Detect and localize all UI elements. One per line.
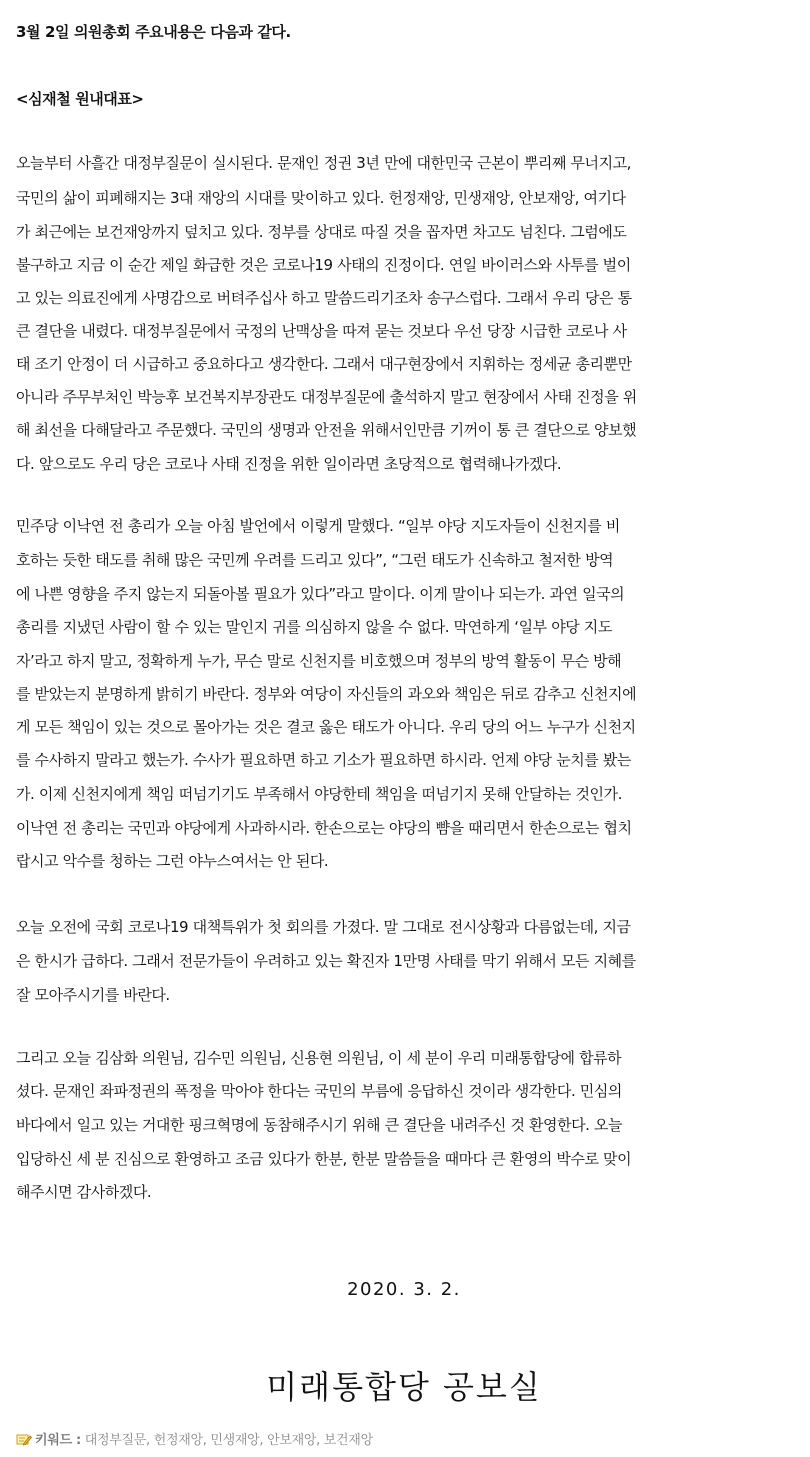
paragraph-line: 해주시면 감사하겠다. [16,1183,152,1201]
speaker-label: <심재철 원내대표> [16,90,144,108]
paragraph-line: 가. 이제 신천지에게 책임 떠넘기기도 부족해서 야당한테 책임을 떠넘기지 못해 안달하는 것인가. [16,785,622,803]
paragraph-line: 은 한시가 급하다. 그래서 전문가들이 우려하고 있는 확진자 1만명 사태를 막기 위해서 모든 지혜를 [16,952,636,970]
paragraph-line: 랍시고 악수를 청하는 그런 야누스여서는 안 된다. [16,852,329,870]
issuing-office: 미래통합당 공보실 [266,1368,542,1406]
release-date: 2020. 3. 2. [347,1279,461,1300]
paragraph-line: 다. 앞으로도 우리 당은 코로나 사태 진정을 위한 일이라면 초당적으로 협력해나가겠다. [16,455,562,473]
paragraph-line: 를 받았는지 분명하게 밝히기 바란다. 정부와 여당이 자신들의 과오와 책임은 뒤로 감추고 신천지에 [16,685,637,703]
paragraph-line: 해 최선을 다해달라고 주문했다. 국민의 생명과 안전을 위해서인만큼 기꺼이 통 큰 결단으로 양보했 [16,421,637,439]
paragraph-line: 오늘부터 사흘간 대정부질문이 실시된다. 문재인 정권 3년 만에 대한민국 근본이 뿌리째 무너지고, [16,154,631,172]
paragraph-line: 큰 결단을 내렸다. 대정부질문에서 국정의 난맥상을 따져 묻는 것보다 우선 당장 시급한 코로나 사 [16,322,627,340]
paragraph-line: 입당하신 세 분 진심으로 환영하고 조금 있다가 한분, 한분 말씀들을 때마다 큰 환영의 박수로 맞이 [16,1150,632,1168]
paragraph-line: 게 모든 책임이 있는 것으로 몰아가는 것은 결코 옳은 태도가 아니다. 우리 당의 어느 누구가 신천지 [16,718,636,736]
paragraph-line: 이낙연 전 총리는 국민과 야당에게 사과하시라. 한손으로는 야당의 뺨을 때리면서 한손으로는 협치 [16,819,632,837]
keywords-label: 키워드 : [35,1433,81,1448]
paragraph-line: 를 수사하지 말라고 했는가. 수사가 필요하면 하고 기소가 필요하면 하시라. 언제 야당 눈치를 봤는 [16,751,631,769]
paragraph-line: 아니라 주무부처인 박능후 보건복지부장관도 대정부질문에 출석하지 말고 현장에서 사태 진정을 위 [16,388,637,406]
paragraph-line: 그리고 오늘 김삼화 의원님, 김수민 의원님, 신용현 의원님, 이 세 분이 우리 미래통합당에 합류하 [16,1049,622,1067]
pencil-note-icon [16,1433,32,1450]
paragraph-line: 가 최근에는 보건재앙까지 덮치고 있다. 정부를 상대로 따질 것을 꼽자면 차고도 넘친다. 그럼에도 [16,223,627,241]
paragraph-line: 고 있는 의료진에게 사명감으로 버텨주십사 하고 말씀드리기조차 송구스럽다. 그래서 우리 당은 통 [16,289,632,307]
paragraph-line: 오늘 오전에 국회 코로나19 대책특위가 첫 회의를 가졌다. 말 그대로 전시상황과 다름없는데, 지금 [16,918,631,936]
paragraph-line: 태 조기 안정이 더 시급하고 중요하다고 생각한다. 그래서 대구현장에서 지휘하는 정세균 총리뿐만 [16,355,632,373]
paragraph-line: 잘 모아주시기를 바란다. [16,986,170,1004]
paragraph-line: 민주당 이낙연 전 총리가 오늘 아침 발언에서 이렇게 말했다. “일부 야당 지도자들이 신천지를 비 [16,517,620,535]
paragraph-line: 바다에서 일고 있는 거대한 핑크혁명에 동참해주시기 위해 큰 결단을 내려주신 것 환영한다. 오늘 [16,1116,623,1134]
paragraph-line: 에 나쁜 영향을 주지 않는지 되돌아볼 필요가 있다”라고 말이다. 이게 말이나 되는가. 과연 일국의 [16,585,625,603]
paragraph-line: 불구하고 지금 이 순간 제일 화급한 것은 코로나19 사태의 진정이다. 연일 바이러스와 사투를 벌이 [16,256,631,274]
heading: 3월 2일 의원총회 주요내용은 다음과 같다. [16,23,291,41]
keywords-row [16,1429,373,1450]
paragraph-line: 총리를 지냈던 사람이 할 수 있는 말인지 귀를 의심하지 않을 수 없다. 막연하게 ‘일부 야당 지도 [16,618,612,636]
paragraph-line: 셨다. 문재인 좌파정권의 폭정을 막아야 한다는 국민의 부름에 응답하신 것이라 생각한다. 민심의 [16,1082,622,1100]
paragraph-line: 자’라고 하지 말고, 정확하게 누가, 무슨 말로 신천지를 비호했으며 정부의 방역 활동이 무슨 방해 [16,652,622,670]
paragraph-line: 호하는 듯한 태도를 취해 많은 국민께 우려를 드리고 있다”, “그런 태도가 신속하고 철저한 방역 [16,551,614,569]
paragraph-line: 국민의 삶이 피폐해지는 3대 재앙의 시대를 맞이하고 있다. 헌정재앙, 민생재앙, 안보재앙, 여기다 [16,189,626,207]
keywords-list: 대정부질문, 헌정재앙, 민생재앙, 안보재앙, 보건재앙 [84,1433,373,1448]
